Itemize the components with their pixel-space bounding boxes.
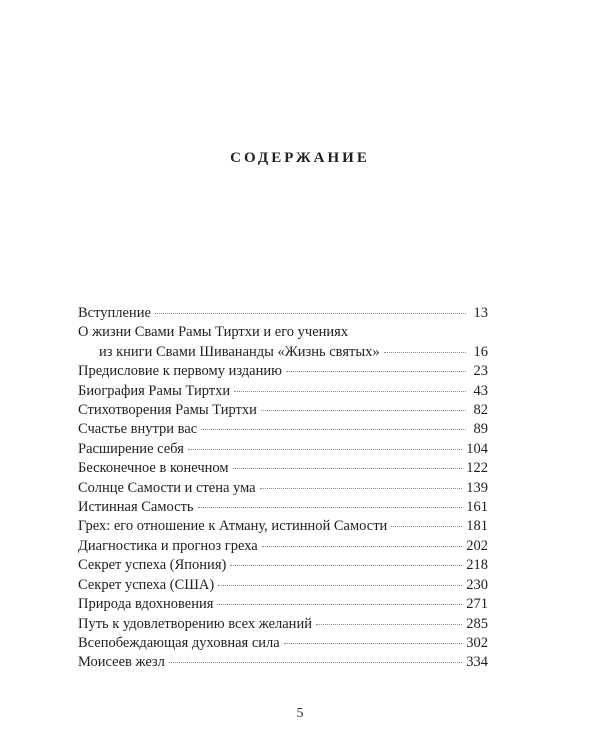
toc-entry-title: Диагностика и прогноз греха <box>78 537 258 554</box>
toc-entry-title: Биография Рамы Тиртхи <box>78 382 231 399</box>
dot-leader <box>234 390 466 392</box>
dot-leader <box>260 487 463 489</box>
toc-entry <box>78 634 488 653</box>
toc-entry-title: Предисловие к первому изданию <box>78 363 282 380</box>
page-number: 5 <box>296 706 304 721</box>
toc-entry-page: 230 <box>466 576 488 593</box>
toc-entry-page: 334 <box>466 654 488 671</box>
dot-leader <box>261 409 466 411</box>
dot-leader <box>169 661 462 663</box>
toc-entry <box>78 479 488 498</box>
toc-entry-title: Секрет успеха (США) <box>78 576 215 593</box>
toc-entry-page: 43 <box>473 382 488 399</box>
dot-leader <box>316 623 462 625</box>
toc-entry-title: Стихотворения Рамы Тиртхи <box>78 402 257 419</box>
toc-entry <box>78 440 488 459</box>
toc-entry-title: Бесконечное в конечном <box>78 460 229 477</box>
toc-entry-page: 271 <box>466 596 488 613</box>
toc-entry-title: из книги Свами Шивананды «Жизнь святых» <box>99 343 380 360</box>
dot-leader <box>218 584 462 586</box>
toc-entry <box>78 382 488 401</box>
toc-entry-title: Солнце Самости и стена ума <box>78 479 256 496</box>
dot-leader <box>384 351 466 353</box>
toc-entry <box>78 498 488 517</box>
dot-leader <box>217 603 462 605</box>
toc-entry-title: Секрет успеха (Япония) <box>78 557 227 574</box>
toc-entry-page: 202 <box>466 537 488 554</box>
dot-leader <box>262 545 463 547</box>
toc-entry-page: 104 <box>466 440 488 457</box>
toc-entry <box>78 459 488 478</box>
toc-entry <box>78 537 488 556</box>
toc-entry-title: Счастье внутри вас <box>78 421 198 438</box>
toc-entry-page: 218 <box>466 557 488 574</box>
toc-entry <box>78 615 488 634</box>
toc-entry <box>78 595 488 614</box>
toc-entry <box>78 576 488 595</box>
toc-entry-page: 285 <box>466 615 488 632</box>
toc-entry-continuation <box>78 343 488 362</box>
toc-entry-title: О жизни Свами Рамы Тиртхи и его учениях <box>78 324 349 341</box>
dot-leader <box>155 312 466 314</box>
toc-entry-page: 139 <box>466 479 488 496</box>
toc-entry <box>78 420 488 439</box>
toc-entry-page: 302 <box>466 634 488 651</box>
toc-entry-page: 89 <box>473 421 488 438</box>
table-of-contents <box>78 304 488 673</box>
toc-entry <box>78 362 488 381</box>
toc-entry-page: 181 <box>466 518 488 535</box>
toc-entry-page: 82 <box>473 402 488 419</box>
dot-leader <box>284 642 463 644</box>
toc-entry-title: Природа вдохновения <box>78 596 214 613</box>
toc-entry-title: Расширение себя <box>78 440 184 457</box>
toc-entry <box>78 556 488 575</box>
toc-entry-page: 122 <box>466 460 488 477</box>
toc-entry <box>78 304 488 323</box>
toc-entry-page: 16 <box>473 343 488 360</box>
toc-entry-page: 161 <box>466 499 488 516</box>
dot-leader <box>233 467 463 469</box>
toc-entry-title: Вступление <box>78 305 151 321</box>
dot-leader <box>391 525 462 527</box>
dot-leader <box>230 564 462 566</box>
toc-entry-title: Истинная Самость <box>78 499 194 516</box>
dot-leader <box>201 428 466 430</box>
toc-entry-title: Грех: его отношение к Атману, истинной Самости <box>78 518 388 535</box>
toc-entry-title: Моисеев жезл <box>78 654 165 671</box>
toc-entry-title: Путь к удовлетворению всех желаний <box>78 615 312 632</box>
toc-entry-page: 23 <box>473 363 488 380</box>
toc-entry <box>78 653 488 672</box>
dot-leader <box>188 448 462 450</box>
toc-entry-page: 13 <box>473 305 488 321</box>
toc-entry <box>78 401 488 420</box>
toc-entry <box>78 517 488 536</box>
toc-entry <box>78 323 488 342</box>
toc-entry-title: Всепобеждающая духовная сила <box>78 634 280 651</box>
dot-leader <box>286 370 466 372</box>
page-title: СОДЕРЖАНИЕ <box>230 150 370 166</box>
dot-leader <box>198 506 463 508</box>
